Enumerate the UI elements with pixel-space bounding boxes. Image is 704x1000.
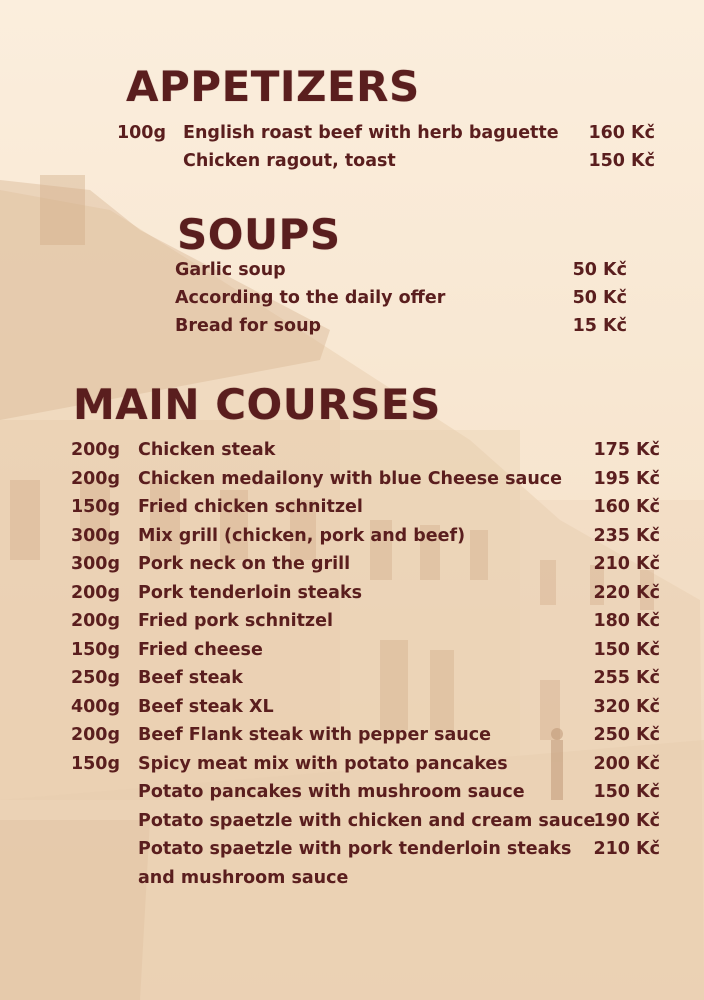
item-weight: 300g bbox=[70, 554, 120, 574]
menu-item bbox=[0, 836, 704, 862]
item-name: Bread for soup bbox=[175, 316, 322, 336]
item-price: 50 Kč bbox=[572, 288, 627, 308]
item-name: According to the daily offer bbox=[175, 288, 446, 308]
menu-item bbox=[0, 148, 704, 174]
item-weight: 200g bbox=[70, 725, 120, 745]
item-price: 235 Kč bbox=[593, 526, 660, 546]
item-weight: 150g bbox=[70, 497, 120, 517]
menu-item bbox=[0, 608, 704, 634]
section-title-appetizers: APPETIZERS bbox=[126, 62, 420, 111]
item-price: 190 Kč bbox=[593, 811, 660, 831]
menu-item bbox=[0, 285, 704, 311]
item-name: Fried chicken schnitzel bbox=[138, 497, 363, 517]
menu-item bbox=[0, 257, 704, 283]
menu-item bbox=[0, 313, 704, 339]
menu-item bbox=[0, 120, 704, 146]
item-price: 255 Kč bbox=[593, 668, 660, 688]
item-price: 160 Kč bbox=[588, 123, 655, 143]
item-name: Potato spaetzle with chicken and cream sauce bbox=[138, 811, 596, 831]
item-name: Chicken medailony with blue Cheese sauce bbox=[138, 469, 563, 489]
item-price: 210 Kč bbox=[593, 554, 660, 574]
menu-item bbox=[0, 808, 704, 834]
item-name: Chicken ragout, toast bbox=[183, 151, 396, 171]
item-weight: 150g bbox=[70, 754, 120, 774]
menu-item bbox=[0, 637, 704, 663]
item-name: Beef steak bbox=[138, 668, 243, 688]
item-name: Potato pancakes with mushroom sauce bbox=[138, 782, 525, 802]
item-price: 175 Kč bbox=[593, 440, 660, 460]
section-title-soups: SOUPS bbox=[177, 210, 341, 259]
item-weight: 400g bbox=[70, 697, 120, 717]
item-name: Beef Flank steak with pepper sauce bbox=[138, 725, 491, 745]
item-weight: 150g bbox=[70, 640, 120, 660]
item-price: 200 Kč bbox=[593, 754, 660, 774]
item-price: 250 Kč bbox=[593, 725, 660, 745]
item-price: 195 Kč bbox=[593, 469, 660, 489]
item-name: Garlic soup bbox=[175, 260, 286, 280]
menu-item bbox=[0, 665, 704, 691]
item-price: 150 Kč bbox=[593, 782, 660, 802]
item-price: 210 Kč bbox=[593, 839, 660, 859]
section-title-main-courses: MAIN COURSES bbox=[73, 380, 441, 429]
menu-item bbox=[0, 779, 704, 805]
menu-item bbox=[0, 694, 704, 720]
item-name: and mushroom sauce bbox=[138, 868, 349, 888]
item-name: Potato spaetzle with pork tenderloin steaks bbox=[138, 839, 572, 859]
item-price: 150 Kč bbox=[593, 640, 660, 660]
menu-item bbox=[0, 722, 704, 748]
menu-item bbox=[0, 551, 704, 577]
menu-item bbox=[0, 437, 704, 463]
item-price: 15 Kč bbox=[572, 316, 627, 336]
item-weight: 300g bbox=[70, 526, 120, 546]
item-weight: 200g bbox=[70, 440, 120, 460]
item-price: 220 Kč bbox=[593, 583, 660, 603]
item-price: 160 Kč bbox=[593, 497, 660, 517]
item-name: Mix grill (chicken, pork and beef) bbox=[138, 526, 466, 546]
menu-item bbox=[0, 494, 704, 520]
menu-item bbox=[0, 751, 704, 777]
item-weight: 250g bbox=[70, 668, 120, 688]
item-weight: 200g bbox=[70, 611, 120, 631]
item-weight: 200g bbox=[70, 469, 120, 489]
menu-item bbox=[0, 523, 704, 549]
item-name: Pork tenderloin steaks bbox=[138, 583, 363, 603]
item-weight: 100g bbox=[116, 123, 166, 143]
item-name: Chicken steak bbox=[138, 440, 276, 460]
item-price: 50 Kč bbox=[572, 260, 627, 280]
item-price: 150 Kč bbox=[588, 151, 655, 171]
item-name: Fried cheese bbox=[138, 640, 263, 660]
item-name: Pork neck on the grill bbox=[138, 554, 351, 574]
menu-item bbox=[0, 580, 704, 606]
item-name: Fried pork schnitzel bbox=[138, 611, 333, 631]
item-price: 320 Kč bbox=[593, 697, 660, 717]
item-price: 180 Kč bbox=[593, 611, 660, 631]
item-name: English roast beef with herb baguette bbox=[183, 123, 559, 143]
menu-item bbox=[0, 466, 704, 492]
menu-item-continuation bbox=[0, 865, 704, 891]
item-weight: 200g bbox=[70, 583, 120, 603]
item-name: Spicy meat mix with potato pancakes bbox=[138, 754, 508, 774]
item-name: Beef steak XL bbox=[138, 697, 274, 717]
